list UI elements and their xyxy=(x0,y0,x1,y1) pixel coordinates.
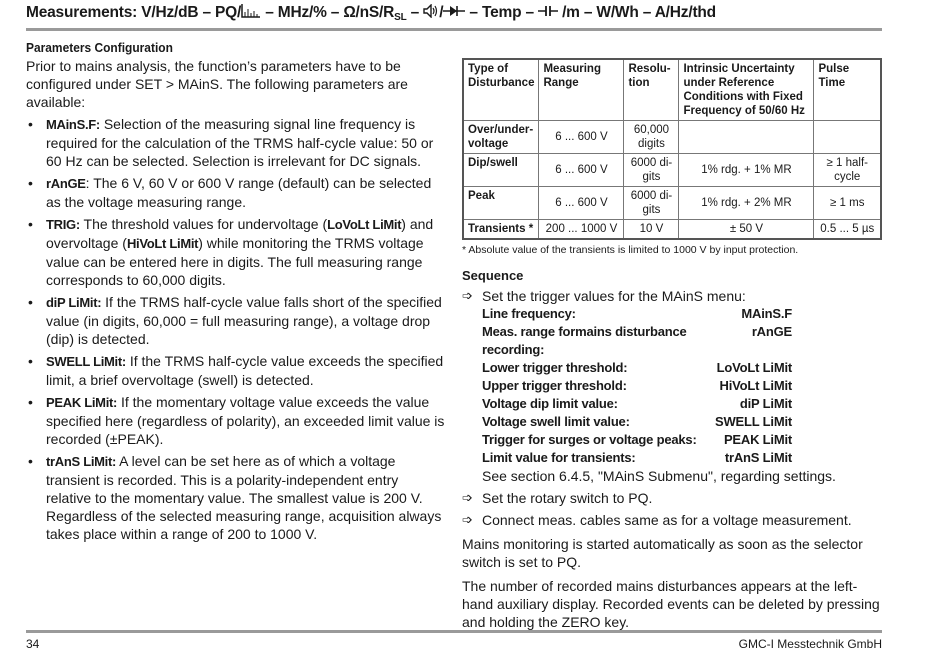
setting-label: Voltage dip limit value: xyxy=(482,396,618,411)
buzzer-icon xyxy=(423,4,439,21)
param-term: diP LiMit: xyxy=(46,295,102,310)
table-cell: 6 ... 600 V xyxy=(539,187,624,220)
param-term: PEAK LiMit: xyxy=(46,395,118,410)
table-cell: Over/under-voltage xyxy=(463,121,539,154)
setting-row xyxy=(482,431,792,449)
table-row xyxy=(463,187,881,220)
table-footnote: * Absolute value of the transients is limited to 1000 V by input protection. xyxy=(462,244,799,256)
table-cell: 6000 di-gits xyxy=(624,187,679,220)
header-rule xyxy=(26,28,882,31)
table-header-cell: Pulse Time xyxy=(814,59,881,121)
footer-rule xyxy=(26,630,882,633)
setting-row xyxy=(482,359,792,377)
setting-label: Line frequency: xyxy=(482,306,576,321)
table-cell: 6000 di-gits xyxy=(624,154,679,187)
list-item: • rAnGE: The 6 V, 60 V or 600 V range (default) can be selected as the voltage measuring range. xyxy=(28,175,432,210)
table-header-cell: Intrinsic Uncertainty under Reference Conditions with Fixed Frequency of 50/60 Hz xyxy=(679,59,814,121)
list-item: • diP LiMit: If the TRMS half-cycle value falls short of the specified value (in digits, 60,000 = full measuring range), a voltage drop (dip) is detected. xyxy=(28,294,442,347)
sequence-step xyxy=(462,287,882,485)
table-cell: 0.5 ... 5 µs xyxy=(814,220,881,240)
table-cell: 200 ... 1000 V xyxy=(539,220,624,240)
body-paragraph: Mains monitoring is started automatically as soon as the selector switch is set to PQ. xyxy=(462,536,863,570)
capacitor-icon xyxy=(538,4,558,21)
list-item: • trAnS LiMit: A level can be set here as of which a voltage transient is recorded. This is a polarity-independent entry relative to the momentary value. The smallest value is 200 V. Regardless of the selected measuring range, acquisition always takes place within a range of 200 to 1000 V. xyxy=(28,453,442,542)
table-cell: 6 ... 600 V xyxy=(539,154,624,187)
list-item: • TRIG: The threshold values for undervoltage (LoVoLt LiMit) and overvoltage (HiVoLt LiMit) while monitoring the TRMS voltage value can be entered here in digits. The full measuring range corresponds to 60,000 digits. xyxy=(28,216,434,288)
setting-row xyxy=(482,323,792,359)
header-part: – xyxy=(406,4,424,21)
right-column xyxy=(462,58,882,631)
header-part: / xyxy=(439,4,444,21)
setting-value: SWELL LiMit xyxy=(715,414,792,429)
table-cell xyxy=(814,121,881,154)
setting-value: diP LiMit xyxy=(739,396,792,411)
param-keyword: HiVoLt LiMit xyxy=(126,236,199,251)
setting-row xyxy=(482,305,792,323)
param-text: Selection of the measuring signal line frequency is required for the calculation of the TRMS half-cycle value: 50 or 60 Hz can be selected. Selection is irrelevant for DC signals. xyxy=(46,116,434,169)
page-header-title xyxy=(26,4,882,23)
table-cell: 10 V xyxy=(624,220,679,240)
setting-label: Voltage swell limit value: xyxy=(482,414,630,429)
setting-value: trAnS LiMit xyxy=(724,450,792,465)
sequence-step xyxy=(462,511,882,529)
setting-label: Lower trigger threshold: xyxy=(482,360,628,375)
setting-value: PEAK LiMit xyxy=(723,432,792,447)
setting-value: rAnGE xyxy=(751,324,792,339)
table-cell: 6 ... 600 V xyxy=(539,121,624,154)
table-header-cell: Measuring Range xyxy=(539,59,624,121)
param-text: A level can be set here as of which a voltage transient is recorded. This is a polarity-independent entry relative to the momentary value. The smallest value is 200 V. Regardless of the selected measuring range, acquisition always takes place within a range of 200 to 1000 V. xyxy=(46,453,442,542)
header-part: – MHz/% – Ω/nS/R xyxy=(261,4,395,21)
sequence-title: Sequence xyxy=(462,268,524,283)
param-text: The threshold values for undervoltage ( xyxy=(79,216,328,232)
setting-label: Limit value for transients: xyxy=(482,450,636,465)
section-title: Parameters Configuration xyxy=(26,40,173,55)
page-number: 34 xyxy=(26,637,40,651)
header-subscript: SL xyxy=(394,12,407,23)
param-keyword: LoVoLt LiMit xyxy=(327,217,402,232)
table-cell: Dip/swell xyxy=(463,154,539,187)
table-row xyxy=(463,154,881,187)
param-text: ) while monitoring the TRMS voltage value can be entered here in digits. The full measuring range corresponds to 60,000 digits. xyxy=(46,235,424,288)
header-part: /m – W/Wh – A/Hz/thd xyxy=(557,4,716,21)
table-header-cell: Type of Disturbance xyxy=(463,59,539,121)
table-cell xyxy=(679,121,814,154)
pq-waveform-icon xyxy=(241,4,261,21)
list-item: • MAinS.F: Selection of the measuring signal line frequency is required for the calculation of the TRMS half-cycle value: 50 or 60 Hz can be selected. Selection is irrelevant for DC signals. xyxy=(28,116,434,169)
setting-row xyxy=(482,449,792,467)
table-row xyxy=(463,220,881,240)
table-cell: Transients * xyxy=(463,220,539,240)
table-cell: Peak xyxy=(463,187,539,220)
param-text: If the TRMS half-cycle value falls short of the specified value (in digits, 60,000 = full measuring range), a voltage drop (dip) is detected. xyxy=(46,294,442,347)
setting-value: MAinS.F xyxy=(741,306,792,321)
diode-icon xyxy=(443,4,465,21)
step-text: Set the rotary switch to PQ. xyxy=(482,490,653,506)
setting-row xyxy=(482,413,792,431)
param-text: If the momentary voltage value exceeds the value specified here (regardless of polarity), an exceeded limit value is recorded (±PEAK). xyxy=(46,394,445,447)
company-name: GMC-I Messtechnik GmbH xyxy=(738,637,882,651)
param-text: ) and overvoltage ( xyxy=(46,216,434,251)
param-text: : The 6 V, 60 V or 600 V range (default) can be selected as the voltage measuring range. xyxy=(46,175,432,210)
table-row xyxy=(463,121,881,154)
setting-row xyxy=(482,395,792,413)
table-cell: ≥ 1 ms xyxy=(814,187,881,220)
setting-row xyxy=(482,377,792,395)
table-cell: 1% rdg. + 1% MR xyxy=(679,154,814,187)
parameter-list xyxy=(26,115,446,543)
list-item: • SWELL LiMit: If the TRMS half-cycle value exceeds the specified limit, a brief overvoltage (swell) is detected. xyxy=(28,353,444,388)
param-term: TRIG: xyxy=(46,217,80,232)
param-term: rAnGE xyxy=(46,176,86,191)
table-cell: ≥ 1 half-cycle xyxy=(814,154,881,187)
table-cell: ± 50 V xyxy=(679,220,814,240)
step-arrow-icon: ➩ xyxy=(462,288,473,303)
step-text: Connect meas. cables same as for a voltage measurement. xyxy=(482,512,852,528)
setting-value: HiVoLt LiMit xyxy=(719,378,792,393)
setting-label: Meas. range formains disturbance recording: xyxy=(482,324,687,357)
intro-paragraph: Prior to mains analysis, the function’s parameters have to be configured under SET > MAinS. The following parameters are available: xyxy=(26,58,408,110)
header-part: – Temp – xyxy=(465,4,538,21)
table-header-row xyxy=(463,59,881,121)
param-term: trAnS LiMit: xyxy=(46,454,117,469)
body-paragraph: The number of recorded mains disturbances appears at the left-hand auxiliary display. Recorded events can be deleted by pressing and holding the ZERO key. xyxy=(462,578,880,630)
table-cell: 60,000 digits xyxy=(624,121,679,154)
list-item: • PEAK LiMit: If the momentary voltage value exceeds the value specified here (regardless of polarity), an exceeded limit value is recorded (±PEAK). xyxy=(28,394,445,447)
param-term: MAinS.F: xyxy=(46,117,100,132)
settings-list xyxy=(482,305,882,467)
param-term: SWELL LiMit: xyxy=(46,354,126,369)
step-arrow-icon: ➩ xyxy=(462,512,473,527)
sequence-step xyxy=(462,489,882,507)
setting-value: LoVoLt LiMit xyxy=(716,360,792,375)
step-arrow-icon: ➩ xyxy=(462,490,473,505)
step-text: Set the trigger values for the MAinS menu: xyxy=(482,288,746,304)
header-part: Measurements: V/Hz/dB – PQ/ xyxy=(26,4,242,21)
left-column xyxy=(26,40,446,543)
setting-label: Trigger for surges or voltage peaks: xyxy=(482,432,697,447)
see-section-note: See section 6.4.5, "MAinS Submenu", regarding settings. xyxy=(482,468,836,484)
setting-label: Upper trigger threshold: xyxy=(482,378,627,393)
table-header-cell: Resolu-tion xyxy=(624,59,679,121)
disturbance-table xyxy=(462,58,882,240)
param-text: If the TRMS half-cycle value exceeds the specified limit, a brief overvoltage (swell) is detected. xyxy=(46,353,444,388)
table-cell: 1% rdg. + 2% MR xyxy=(679,187,814,220)
